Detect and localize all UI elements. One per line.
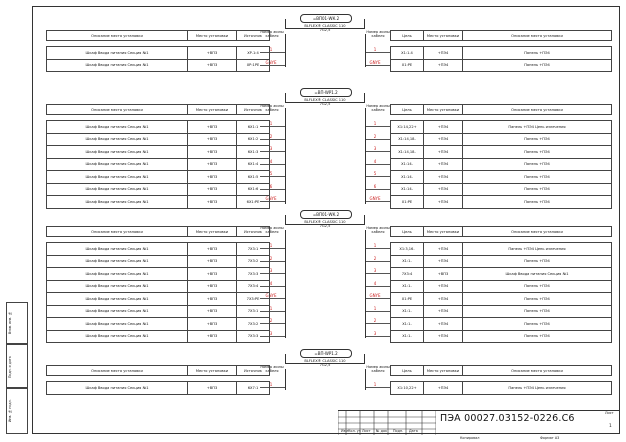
target-row [391,243,612,256]
target-place: +ПЭ4 [424,330,463,343]
source-desc: Шкаф Ввода питания Секция №1 [47,196,188,209]
source-table [46,30,270,72]
wire-label-left: 1 [269,47,273,52]
target-terminal: Х1:1- [391,318,424,331]
wire-label-right: 2 [373,318,377,323]
header-target: Цель [391,366,424,376]
header-target-desc: Описание места установки [463,227,612,237]
source-row [47,268,270,281]
cable-trunk-left [285,369,286,390]
wire-label-left: 4 [269,280,273,286]
wire-label-right: 1 [373,121,377,126]
source-desc: Шкаф Ввода питания Секция №1 [47,183,188,196]
target-place: +ПЭ4 [424,293,463,306]
target-desc: Панель +ПЭ4 [463,330,612,343]
source-place: +ВП3 [188,305,237,318]
target-row [391,293,612,306]
target-terminal: Х1:1- [391,280,424,293]
target-desc: Панель +ПЭ4 Цепь излечения [463,121,612,134]
source-terminal: 6Х1:1 [237,121,270,134]
target-place: +ПЭ4 [424,280,463,293]
source-place: +ВП3 [188,133,237,146]
wire-label-right: 1 [373,382,377,387]
source-desc: Шкаф Ввода питания Секция №1 [47,318,188,331]
side-label-3: Инв. № подл. [8,399,12,423]
source-row [47,243,270,256]
target-terminal: Х1:10,22+ [391,382,424,395]
source-row [47,280,270,293]
target-place: +ПЭ4 [424,255,463,268]
cable-type-line: ВLFLEX® CLASSIC 110 [304,359,346,363]
target-desc: Панель +ПЭ4 Цепь излечения [463,243,612,256]
cable-type-line: ВLFLEX® CLASSIC 110 [304,24,346,28]
target-desc: Панель +ПЭ4 [463,318,612,331]
wire-header-right: Номер жилы кабеля [366,226,390,234]
header-target-place: Место установки [424,227,463,237]
wire-label-left: GNYE [265,293,277,298]
target-place: +ПЭ4 [424,59,463,72]
target-desc: Панель +ПЭ4 [463,47,612,60]
cable-id: =ВП01-WК.2 [300,210,352,219]
wire-line-right [365,387,390,388]
header-target: Цель [391,105,424,115]
cable-type-line: ВLFLEX® CLASSIC 110 [304,220,346,224]
source-terminal: ХР.1:4 [237,47,270,60]
source-terminal: ХР:1РЕ [237,59,270,72]
target-place: +ПЭ4 [424,133,463,146]
cable-id: =ВП-WР1.2 [300,349,352,358]
wire-label-left: 2 [269,133,273,139]
wire-label-right: 3 [373,146,377,151]
source-desc: Шкаф Ввода питания Секция №1 [47,268,188,281]
wire-label-left: 4 [269,158,273,164]
target-terminal: Х1:14- [391,183,424,196]
side-label-1: Взам. инв. № [8,311,12,335]
source-row [47,121,270,134]
source-place: +ВП3 [188,146,237,159]
source-terminal: 7Х3:3 [237,268,270,281]
target-desc: Панель +ПЭ4 [463,171,612,184]
target-place: +ПЭ4 [424,146,463,159]
wire-line-right [365,298,390,299]
header-desc: Описание места установки [47,227,188,237]
wire-label-left: 2 [269,318,273,323]
source-place: +ВП3 [188,293,237,306]
wire-line-right [365,261,390,262]
target-place: +ПЭ4 [424,305,463,318]
target-place: +ПЭ4 [424,47,463,60]
wire-label-right: GNYE [369,196,381,201]
source-row [47,183,270,196]
wire-label-left: 1 [269,305,273,311]
wire-line-right [365,323,390,324]
wire-line-right [365,52,390,53]
target-row [391,196,612,209]
source-place: +ВП3 [188,121,237,134]
target-terminal: Х1:14,22+ [391,121,424,134]
source-place: +ВП3 [188,382,237,395]
target-desc: Панель +ПЭ4 [463,158,612,171]
source-place: +ВП3 [188,59,237,72]
source-desc: Шкаф Ввода питания Секция №1 [47,280,188,293]
target-desc: Панель +ПЭ4 [463,59,612,72]
stamp-col-sign: Подп. [393,429,404,433]
wire-label-left: 5 [269,171,273,176]
target-terminal: Х1:1- [391,305,424,318]
wire-label-right: 2 [373,255,377,261]
target-table [390,365,612,395]
cable-type [285,98,365,106]
cable-trunk-left [285,230,286,338]
cable-id: =ВП-WР1.2 [300,88,352,97]
source-desc: Шкаф Ввода питания Секция №1 [47,243,188,256]
target-row [391,330,612,343]
target-place: +ПЭ4 [424,382,463,395]
source-terminal: 6Х1:2 [237,133,270,146]
source-terminal: 6Х1:РЕ [237,196,270,209]
cable-trunk-right [365,230,366,338]
source-desc: Шкаф Ввода питания Секция №1 [47,255,188,268]
source-desc: Шкаф Ввода питания Секция №1 [47,47,188,60]
header-place: Место установки [188,366,237,376]
source-row [47,158,270,171]
target-row [391,255,612,268]
target-table [390,104,612,209]
header-place: Место установки [188,227,237,237]
target-terminal: Х1:3,16- [391,243,424,256]
wire-label-right: 3 [373,268,377,273]
wire-label-right: 4 [373,280,377,286]
target-row [391,133,612,146]
target-terminal: 7Х3:4 [391,268,424,281]
cable-type [285,359,365,367]
source-terminal: 7Х3:1 [237,305,270,318]
source-desc: Шкаф Ввода питания Секция №1 [47,146,188,159]
cable-type-line: 7G2,5 [319,102,331,107]
wire-line-right [365,126,390,127]
source-table [46,226,270,343]
wire-label-right: 6 [373,183,377,189]
wire-label-left: 3 [269,330,273,336]
header-target-desc: Описание места установки [463,105,612,115]
target-desc: Панель +ПЭ4 [463,133,612,146]
target-terminal: Х1:14,18- [391,146,424,159]
target-desc: Панель +ПЭ4 [463,196,612,209]
source-terminal: 7Х3:3 [237,330,270,343]
source-place: +ВП3 [188,255,237,268]
wire-label-right: 5 [373,171,377,176]
target-place: +ПЭ4 [424,196,463,209]
target-place: +ПЭ4 [424,158,463,171]
header-source: Источник [237,366,270,376]
copied-label: Копировал [460,436,480,440]
wire-header-right: Номер жилы кабеля [366,365,390,373]
sheet-label: Лист [605,411,614,415]
wire-label-left: 3 [269,268,273,273]
header-target-desc: Описание места установки [463,31,612,41]
source-place: +ВП3 [188,196,237,209]
source-place: +ВП3 [188,183,237,196]
wire-label-right: GNYE [369,293,381,298]
cable-trunk-right [365,34,366,67]
source-terminal: 6Х1:4 [237,158,270,171]
stamp-col-date: Дата [409,429,418,433]
header-desc: Описание места установки [47,31,188,41]
target-row [391,318,612,331]
stamp-col-kol: Кол. уч [348,429,361,433]
target-desc: Панель +ПЭ4 [463,183,612,196]
source-terminal: 7Х3:4 [237,280,270,293]
source-terminal: 6Х1:3 [237,146,270,159]
target-row [391,47,612,60]
target-place: +ВП3 [424,268,463,281]
wire-label-left: 1 [269,382,273,387]
wire-line-right [365,139,390,140]
cable-type-line: 7G2,5 [319,28,331,33]
cable-type-line: 7G2,5 [319,224,331,229]
header-target-place: Место установки [424,366,463,376]
source-row [47,171,270,184]
source-desc: Шкаф Ввода питания Секция №1 [47,158,188,171]
target-table [390,226,612,343]
header-desc: Описание места установки [47,366,188,376]
target-terminal: Х1:1- [391,330,424,343]
target-place: +ПЭ4 [424,121,463,134]
target-terminal: Х1:РЕ [391,196,424,209]
wire-line-right [365,65,390,66]
side-label-2: Подп. и дата [8,356,12,378]
source-place: +ВП3 [188,280,237,293]
source-terminal: 7Х3:1 [237,243,270,256]
stamp-col-list: Лист [362,429,371,433]
target-row [391,280,612,293]
target-row [391,158,612,171]
target-terminal: Х1:14,18- [391,133,424,146]
wire-label-right: 3 [373,330,377,336]
wire-line-right [365,164,390,165]
wire-header-right: Номер жилы кабеля [366,104,390,112]
target-desc: Панель +ПЭ4 [463,293,612,306]
wire-line-right [365,336,390,337]
source-desc: Шкаф Ввода питания Секция №1 [47,382,188,395]
target-place: +ПЭ4 [424,318,463,331]
wire-label-left: 1 [269,121,273,126]
target-row [391,59,612,72]
cable-trunk-right [365,108,366,204]
source-row [47,382,270,395]
source-place: +ВП3 [188,268,237,281]
cable-trunk-left [285,108,286,204]
wire-label-right: 2 [373,133,377,139]
source-row [47,47,270,60]
source-row [47,330,270,343]
wire-label-right: 1 [373,47,377,52]
source-table [46,365,270,395]
wire-label-right: GNYE [369,59,381,65]
source-row [47,318,270,331]
source-place: +ВП3 [188,330,237,343]
wire-header-left: Номер жилы кабеля [260,365,284,373]
wire-label-left: 1 [269,243,273,248]
header-place: Место установки [188,105,237,115]
source-row [47,146,270,159]
header-source: Источник [237,31,270,41]
wire-line-right [365,201,390,202]
source-terminal: 6Х1:6 [237,183,270,196]
target-row [391,121,612,134]
target-terminal: Х1:14- [391,158,424,171]
cable-type-line: ВLFLEX® CLASSIC 110 [304,98,346,102]
source-place: +ВП3 [188,47,237,60]
target-terminal: Х1:РЕ [391,293,424,306]
wire-label-left: 6 [269,183,273,189]
target-desc: Панель +ПЭ4 [463,280,612,293]
header-place: Место установки [188,31,237,41]
wire-line-right [365,273,390,274]
source-row [47,196,270,209]
target-place: +ПЭ4 [424,183,463,196]
wire-label-left: 2 [269,255,273,261]
wire-header-left: Номер жилы кабеля [260,226,284,234]
target-terminal: Х1:РЕ [391,59,424,72]
header-target: Цель [391,31,424,41]
source-desc: Шкаф Ввода питания Секция №1 [47,171,188,184]
target-row [391,171,612,184]
wire-header-left: Номер жилы кабеля [260,104,284,112]
cable-trunk-right [365,369,366,390]
source-row [47,293,270,306]
source-desc: Шкаф Ввода питания Секция №1 [47,59,188,72]
source-row [47,255,270,268]
source-terminal: 7Х3:2 [237,255,270,268]
source-row [47,133,270,146]
wire-label-right: 1 [373,243,377,248]
header-source: Источник [237,227,270,237]
target-row [391,183,612,196]
header-source: Источник [237,105,270,115]
target-desc: Шкаф Ввода питания Секция №1 [463,268,612,281]
target-row [391,268,612,281]
target-row [391,146,612,159]
source-desc: Шкаф Ввода питания Секция №1 [47,133,188,146]
wire-header-right: Номер жилы кабеля [366,30,390,38]
header-target: Цель [391,227,424,237]
source-terminal: 6Х1:5 [237,171,270,184]
wire-line-right [365,311,390,312]
source-terminal: 7Х3:2 [237,318,270,331]
target-terminal: Х1:1.4 [391,47,424,60]
target-table [390,30,612,72]
source-row [47,59,270,72]
header-target-place: Место установки [424,31,463,41]
cable-type [285,24,365,32]
cable-type-line: 7G2,5 [319,363,331,368]
wire-line-right [365,151,390,152]
wire-line-right [365,176,390,177]
wire-label-right: 1 [373,305,377,311]
source-desc: Шкаф Ввода питания Секция №1 [47,121,188,134]
format-label: Формат А3 [540,436,560,440]
target-terminal: Х1:1- [391,255,424,268]
source-terminal: 6Х7:1 [237,382,270,395]
wire-line-right [365,248,390,249]
source-place: +ВП3 [188,318,237,331]
source-desc: Шкаф Ввода питания Секция №1 [47,293,188,306]
target-desc: Панель +ПЭ4 [463,146,612,159]
cable-type [285,220,365,228]
source-place: +ВП3 [188,243,237,256]
target-desc: Панель +ПЭ4 [463,305,612,318]
wire-label-right: 4 [373,158,377,164]
wire-header-left: Номер жилы кабеля [260,30,284,38]
source-table [46,104,270,209]
header-desc: Описание места установки [47,105,188,115]
target-row [391,382,612,395]
wire-line-right [365,189,390,190]
wire-label-left: GNYE [265,196,277,201]
source-row [47,305,270,318]
source-place: +ВП3 [188,171,237,184]
wire-line-right [365,286,390,287]
target-place: +ПЭ4 [424,243,463,256]
target-desc: Панель +ПЭ4 Цепь излечения [463,382,612,395]
stamp-col-doc: № док [376,429,388,433]
wire-label-left: GNYE [265,59,277,65]
sheet-number: 1 [609,424,612,429]
source-desc: Шкаф Ввода питания Секция №1 [47,330,188,343]
wire-label-left: 3 [269,146,273,151]
document-code: ПЭА 00027.03152-0226.С6 [440,413,575,424]
source-place: +ВП3 [188,158,237,171]
stamp-col-izm: Изм [341,429,348,433]
cable-id: =ВП01-WК.2 [300,14,352,23]
target-row [391,305,612,318]
target-place: +ПЭ4 [424,171,463,184]
header-target-place: Место установки [424,105,463,115]
target-desc: Панель +ПЭ4 [463,255,612,268]
header-target-desc: Описание места установки [463,366,612,376]
cable-trunk-left [285,34,286,67]
source-desc: Шкаф Ввода питания Секция №1 [47,305,188,318]
source-terminal: 7Х3:РЕ [237,293,270,306]
target-terminal: Х1:14- [391,171,424,184]
